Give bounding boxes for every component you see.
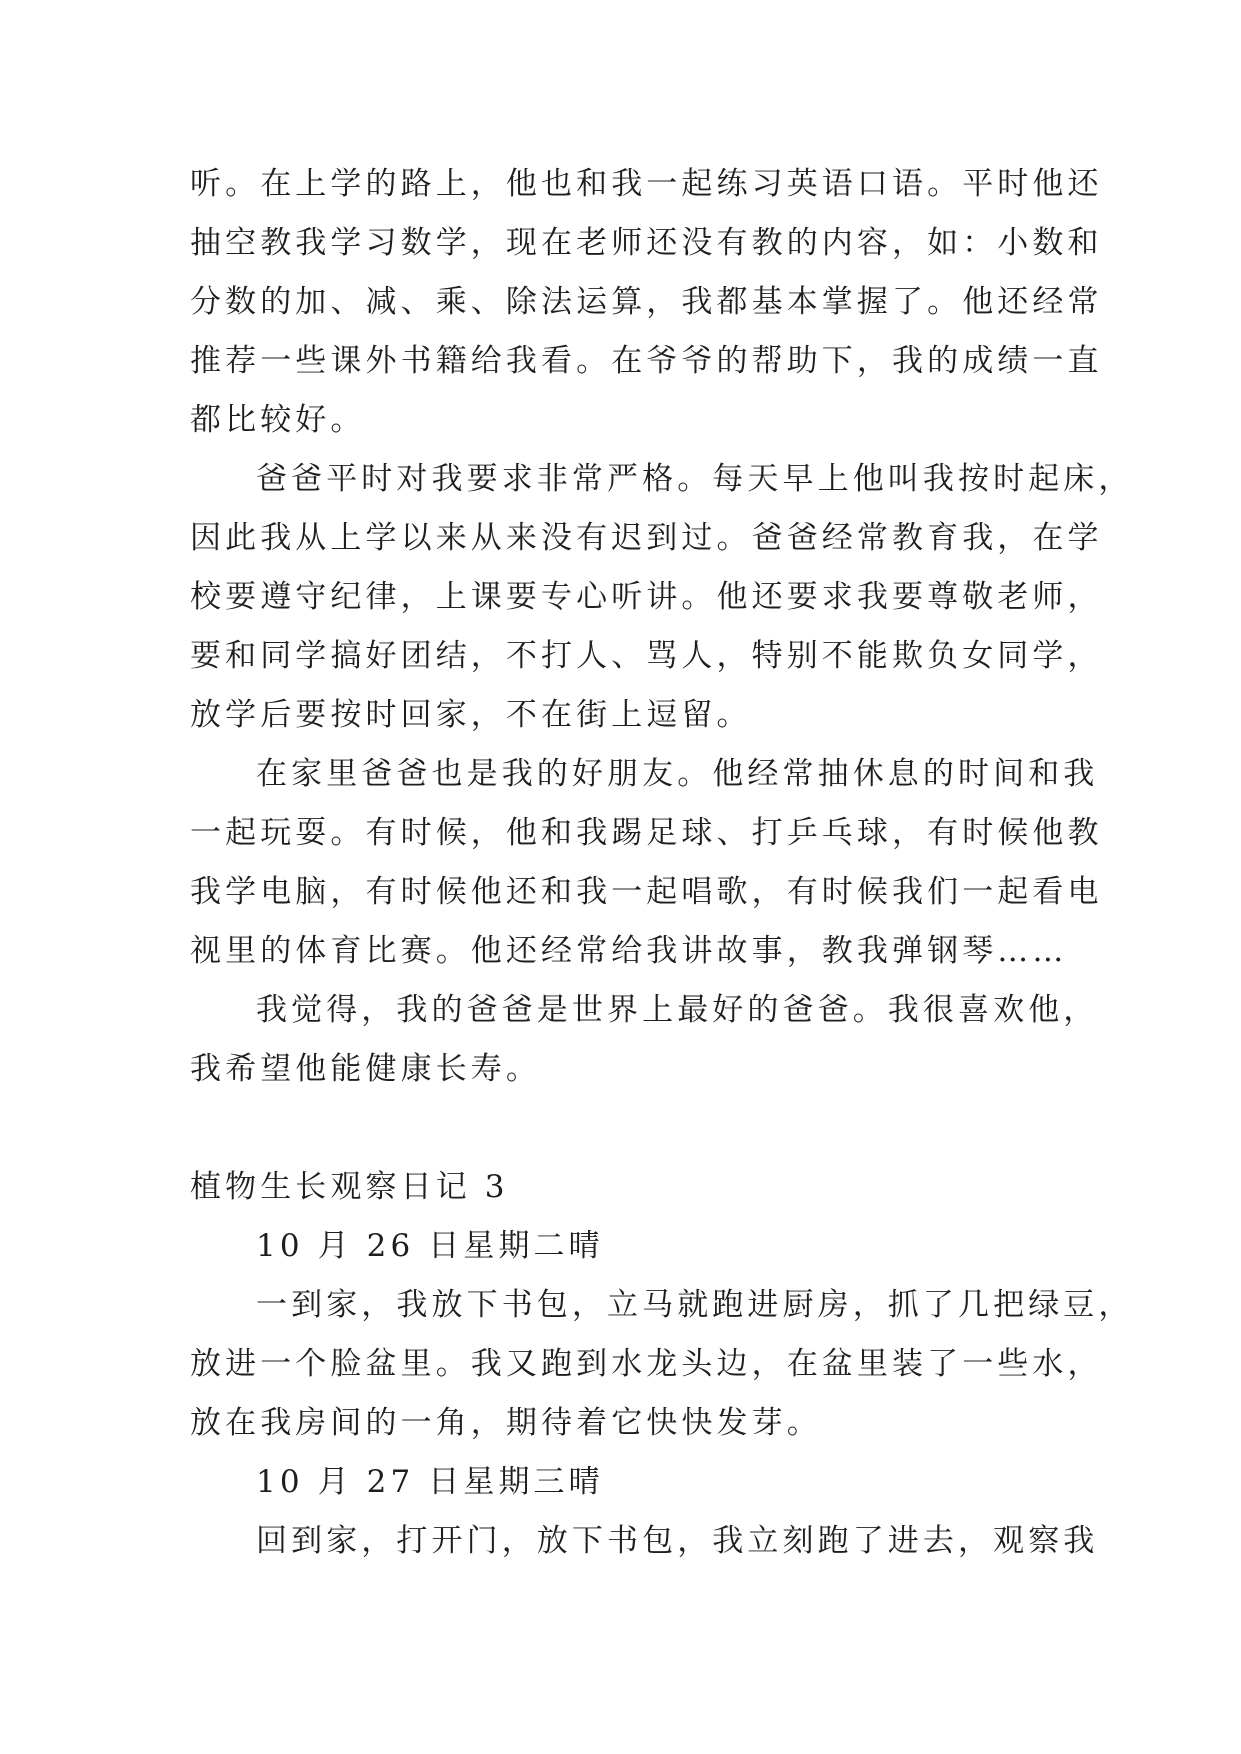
diary-date-line: 10 月 26 日星期二晴 (256, 1228, 604, 1264)
paragraph-line: 放进一个脸盆里。我又跑到水龙头边，在盆里装了一些水， (190, 1346, 1103, 1382)
paragraph-line: 一到家，我放下书包，立马就跑进厨房，抓了几把绿豆， (256, 1287, 1134, 1323)
paragraph-line: 一起玩耍。有时候，他和我踢足球、打乒乓球，有时候他教 (190, 815, 1103, 851)
paragraph-line: 分数的加、减、乘、除法运算，我都基本掌握了。他还经常 (190, 284, 1103, 320)
paragraph-line: 放学后要按时回家，不在街上逗留。 (190, 697, 752, 733)
paragraph-line: 因此我从上学以来从来没有迟到过。爸爸经常教育我，在学 (190, 520, 1103, 556)
paragraph-line: 在家里爸爸也是我的好朋友。他经常抽休息的时间和我 (256, 756, 1099, 792)
paragraph-line: 要和同学搞好团结，不打人、骂人，特别不能欺负女同学， (190, 638, 1103, 674)
paragraph-line: 回到家，打开门，放下书包，我立刻跑了进去，观察我 (256, 1523, 1099, 1559)
paragraph-line: 校要遵守纪律，上课要专心听讲。他还要求我要尊敬老师， (190, 579, 1103, 615)
diary-date-line: 10 月 27 日星期三晴 (256, 1464, 604, 1500)
paragraph-line: 我学电脑，有时候他还和我一起唱歌，有时候我们一起看电 (190, 874, 1103, 910)
paragraph-line: 爸爸平时对我要求非常严格。每天早上他叫我按时起床， (256, 461, 1134, 497)
paragraph-line: 放在我房间的一角，期待着它快快发芽。 (190, 1405, 822, 1441)
paragraph-line: 我觉得，我的爸爸是世界上最好的爸爸。我很喜欢他， (256, 992, 1099, 1028)
paragraph-line: 视里的体育比赛。他还经常给我讲故事，教我弹钢琴…… (190, 933, 1068, 969)
paragraph-line: 我希望他能健康长寿。 (190, 1051, 541, 1087)
paragraph-line: 都比较好。 (190, 402, 366, 438)
paragraph-line: 听。在上学的路上，他也和我一起练习英语口语。平时他还 (190, 166, 1103, 202)
paragraph-line: 抽空教我学习数学，现在老师还没有教的内容，如：小数和 (190, 225, 1103, 261)
document-body (190, 155, 1134, 1571)
paragraph-line: 推荐一些课外书籍给我看。在爷爷的帮助下，我的成绩一直 (190, 343, 1103, 379)
section-title: 植物生长观察日记 3 (190, 1169, 509, 1205)
